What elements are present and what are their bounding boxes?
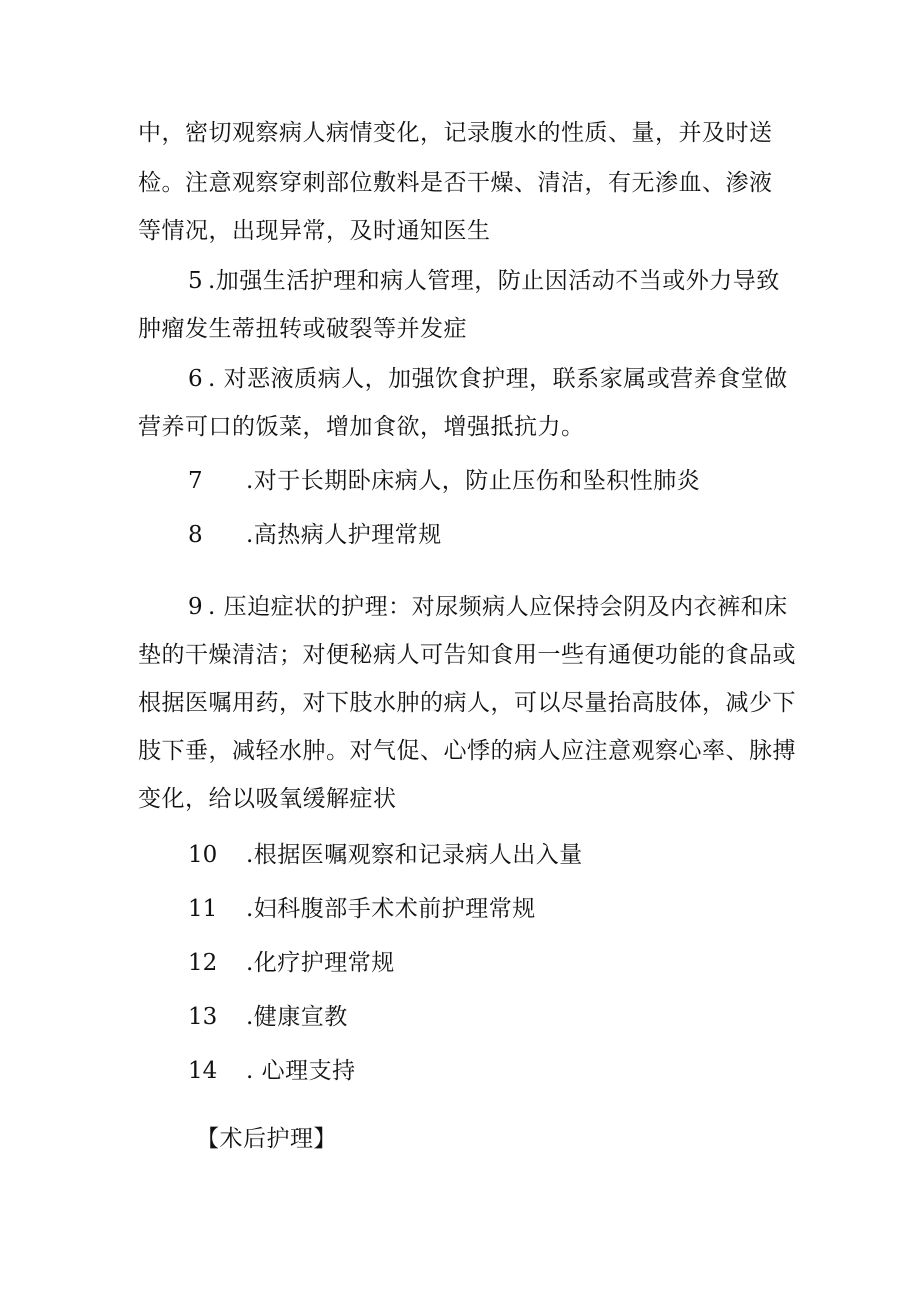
list-item-text: . 压迫症状的护理：对尿频病人应保持会阴及内衣裤和床 — [208, 594, 788, 620]
list-item-number: 12 — [188, 950, 218, 976]
list-item-text: .妇科腹部手术术前护理常规 — [246, 896, 536, 922]
paragraph-line: 中，密切观察病人病情变化，记录腹水的性质、量，并及时送 — [138, 120, 773, 146]
list-item-text: .加强生活护理和病人管理，防止因活动不当或外力导致 — [208, 268, 780, 294]
section-heading: 【术后护理】 — [196, 1126, 337, 1152]
list-item-number: 13 — [188, 1004, 218, 1030]
list-item-number: 9 — [188, 594, 203, 620]
list-item-text: .对于长期卧床病人，防止压伤和坠积性肺炎 — [246, 468, 701, 494]
list-item-number: 7 — [188, 468, 203, 494]
list-item-text: 营养可口的饭菜，增加食欲，增强抵抗力。 — [138, 414, 585, 440]
list-item-text: .化疗护理常规 — [246, 950, 395, 976]
list-item-text: . 对恶液质病人，加强饮食护理，联系家属或营养食堂做 — [208, 366, 788, 392]
list-item-number: 14 — [188, 1058, 218, 1084]
list-item-text: .高热病人护理常规 — [246, 522, 442, 548]
list-item-number: 10 — [188, 842, 218, 868]
list-item-text: 根据医嘱用药，对下肢水肿的病人，可以尽量抬高肢体，减少下 — [138, 690, 796, 716]
list-item-text: 变化，给以吸氧缓解症状 — [138, 786, 397, 812]
paragraph-line: 检。注意观察穿刺部位敷料是否干燥、清洁，有无渗血、渗液 — [138, 170, 773, 196]
paragraph-line: 等情况，出现异常，及时通知医生 — [138, 218, 491, 244]
list-item-number: 11 — [188, 896, 218, 922]
list-item-text: .根据医嘱观察和记录病人出入量 — [246, 842, 583, 868]
list-item-number: 5 — [188, 268, 203, 294]
list-item-text: 肢下垂，减轻水肿。对气促、心悸的病人应注意观察心率、脉搏 — [138, 738, 796, 764]
list-item-number: 8 — [188, 522, 203, 548]
list-item-number: 6 — [188, 366, 203, 392]
list-item-text: 肿瘤发生蒂扭转或破裂等并发症 — [138, 316, 467, 342]
list-item-text: . 心理支持 — [246, 1058, 356, 1084]
list-item-text: 垫的干燥清洁；对便秘病人可告知食用一些有通便功能的食品或 — [138, 642, 796, 668]
list-item-text: .健康宣教 — [246, 1004, 348, 1030]
